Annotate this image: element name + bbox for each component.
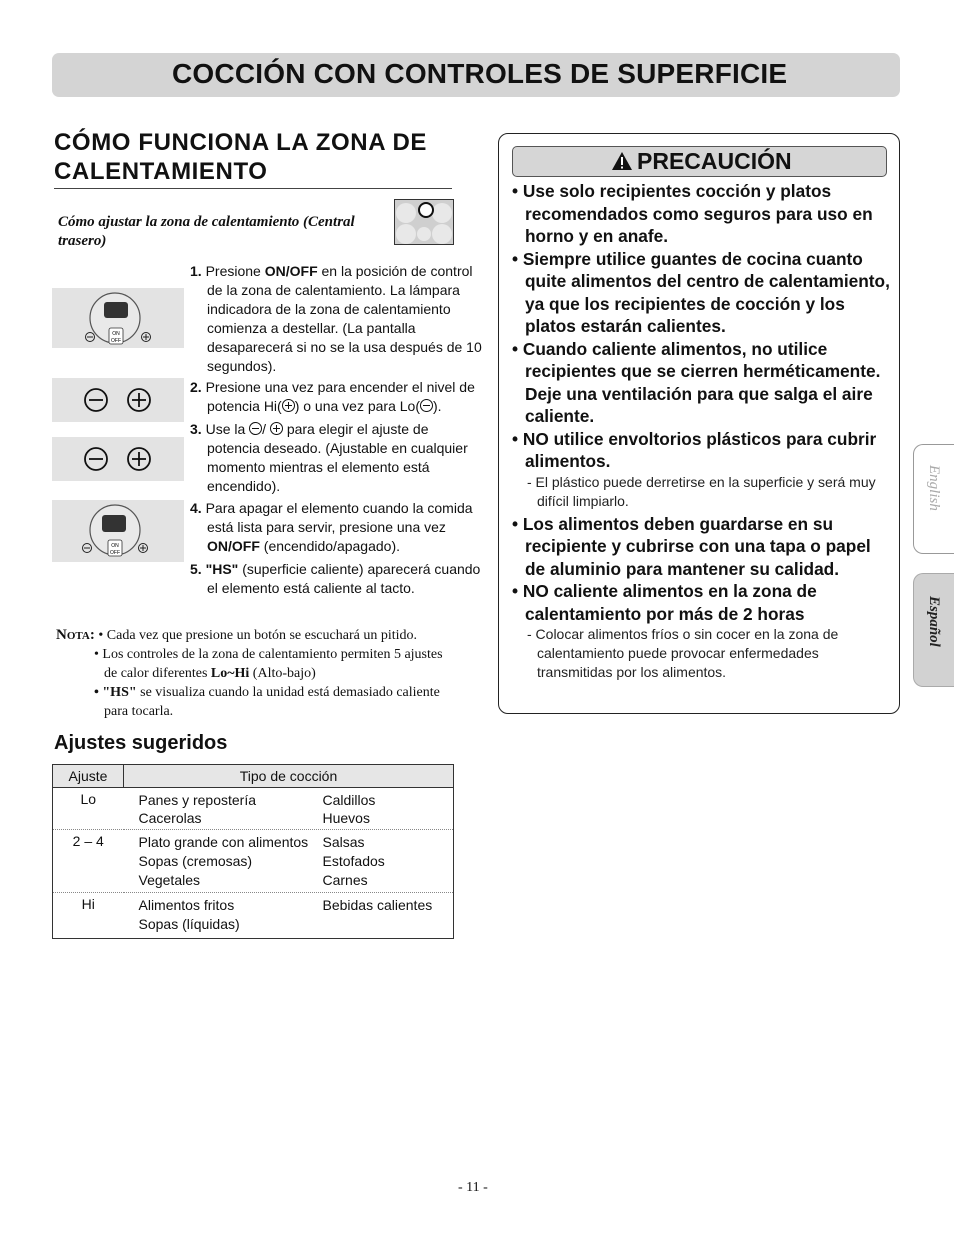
table-header-ajuste: Ajuste bbox=[53, 765, 124, 788]
table-row: Lo Panes y repostería Cacerolas Caldillos Huevos bbox=[53, 788, 454, 830]
cooktop-diagram-icon bbox=[394, 199, 454, 245]
list-item: • NO caliente alimentos en la zona de calentamiento por más de 2 horas bbox=[512, 581, 817, 624]
caution-title: PRECAUCIÓN bbox=[637, 148, 792, 174]
list-subitem: - El plástico puede derretirse en la superficie y será muy difícil limpiarlo. bbox=[527, 473, 876, 509]
note-block: Nota: • Cada vez que presione un botón se escuchará un pitido. • Los controles de la zona de calentamiento permiten 5 ajustes de calor diferentes Lo~Hi (Alto-bajo) • "HS" se visualiza cuando la unidad está demasiado caliente para tocarla. bbox=[56, 627, 443, 719]
ajustes-title: Ajustes sugeridos bbox=[54, 732, 228, 754]
on-label: ON bbox=[111, 543, 119, 549]
section-subtitle: Cómo ajustar la zona de calentamiento (Central trasero) bbox=[58, 214, 355, 249]
caution-list bbox=[512, 180, 890, 684]
step-4: 4. Para apagar el elemento cuando la comida está lista para servir, presione una vez ON/OFF (encendido/apagado). bbox=[190, 500, 473, 554]
section-title: CÓMO FUNCIONA LA ZONA DE CALENTAMIENTO bbox=[54, 128, 452, 189]
step-1: 1. Presione ON/OFF en la posición de control de la zona de calentamiento. La lámpara indicadora de la zona de calentamiento comienza a destellar. (La pantalla desaparecerá si no se la usa después de 10 segundos). bbox=[190, 263, 482, 374]
control-panel-minus-plus-1 bbox=[52, 378, 184, 422]
step-5: 5. "HS" (superficie caliente) aparecerá cuando el elemento está caliente al tacto. bbox=[190, 561, 481, 596]
on-label: ON bbox=[112, 331, 120, 337]
step-3: 3. Use la / para elegir el ajuste de potencia deseado. (Ajustable en cualquier momento mientras el elemento está encendido). bbox=[190, 421, 468, 494]
table-row: Hi Alimentos fritos Sopas (líquidas) Bebidas calientes bbox=[53, 893, 454, 939]
control-panel-onoff-1 bbox=[52, 288, 184, 348]
step-2: 2. Presione una vez para encender el nivel de potencia Hi( ) o una vez para Lo( ). bbox=[190, 379, 475, 414]
plus-icon bbox=[270, 422, 283, 435]
page-number: - 11 - bbox=[458, 1180, 488, 1195]
warning-icon bbox=[611, 151, 633, 171]
tab-english[interactable]: English bbox=[913, 444, 954, 554]
off-label: OFF bbox=[111, 338, 121, 344]
list-item: • Cuando caliente alimentos, no utilice recipientes que se cierren herméticamente. Deje una ventilación para que salga el aire caliente. bbox=[512, 338, 881, 426]
table-header-tipo: Tipo de cocción bbox=[124, 765, 454, 788]
minus-icon bbox=[249, 422, 262, 435]
list-item: • NO utilice envoltorios plásticos para cubrir alimentos. bbox=[512, 428, 877, 471]
page-title: COCCIÓN CON CONTROLES DE SUPERFICIE bbox=[172, 58, 788, 89]
list-subitem: - Colocar alimentos fríos o sin cocer en la zona de calentamiento puede provocar enfermedades transmitidas por los alimentos. bbox=[527, 626, 839, 680]
plus-icon bbox=[282, 399, 295, 412]
header-bar bbox=[52, 53, 900, 97]
tab-espanol[interactable]: Español bbox=[913, 573, 954, 687]
caution-header bbox=[512, 146, 887, 177]
note-label: Nota: bbox=[56, 627, 95, 643]
table-row: 2 – 4 Plato grande con alimentos Sopas (cremosas) Vegetales Salsas Estofados Carnes bbox=[53, 830, 454, 893]
control-panel-minus-plus-2 bbox=[52, 437, 184, 481]
off-label: OFF bbox=[110, 550, 120, 556]
minus-icon bbox=[420, 399, 433, 412]
list-item: • Use solo recipientes cocción y platos recomendados como seguros para uso en horno y en anafe. bbox=[512, 181, 873, 246]
list-item: • Los alimentos deben guardarse en su recipiente y cubrirse con una tapa o papel de aluminio para mantener su calidad. bbox=[512, 513, 871, 579]
settings-table bbox=[52, 764, 454, 939]
control-panel-onoff-2 bbox=[52, 500, 184, 562]
list-item: • Siempre utilice guantes de cocina cuanto quite alimentos del centro de calentamiento, ya que los recipientes de cocción y los platos estarán calientes. bbox=[512, 248, 890, 336]
